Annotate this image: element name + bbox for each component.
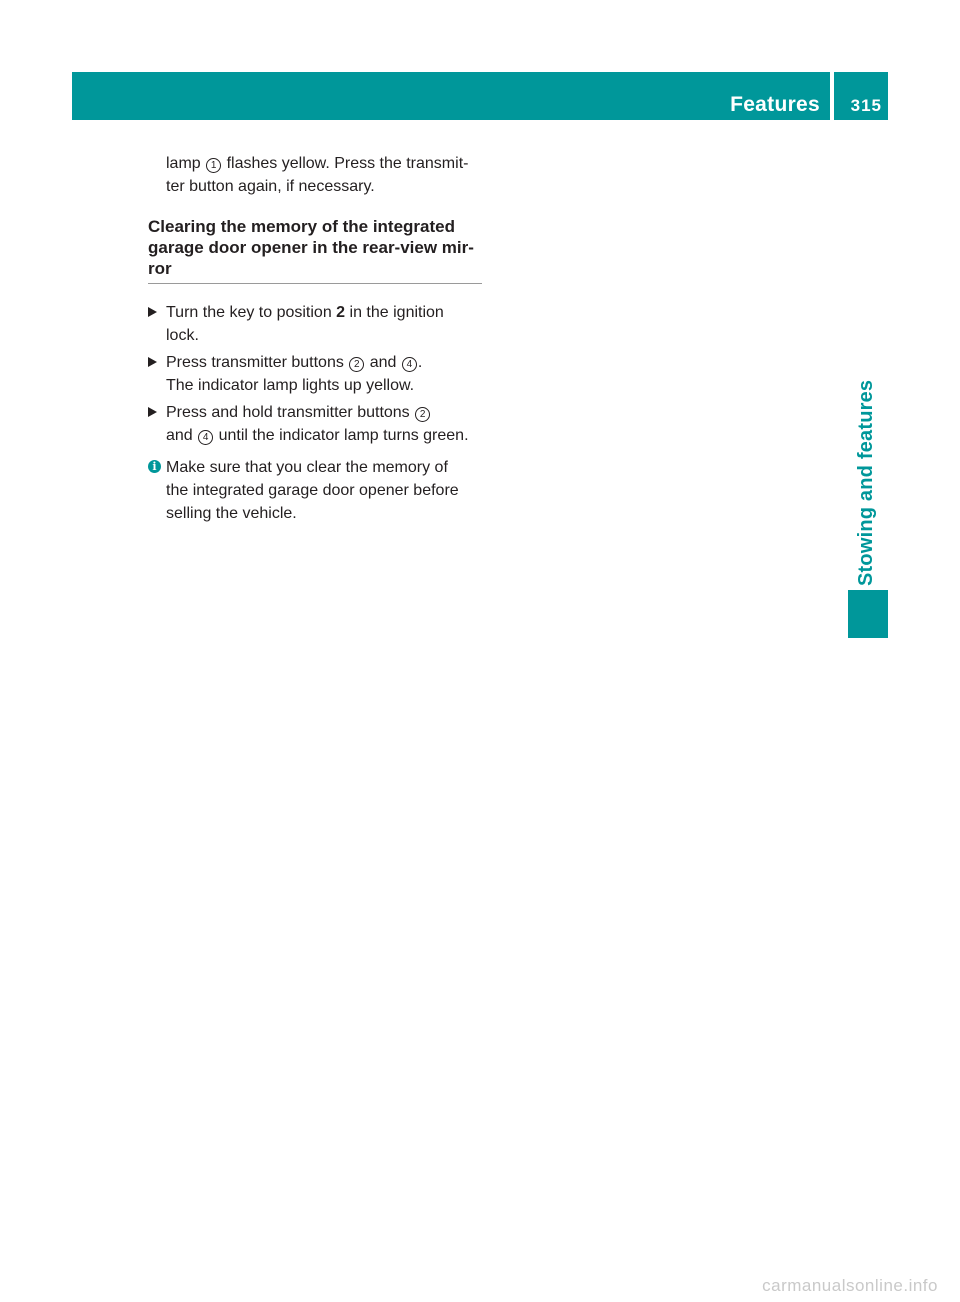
page-number: 315 xyxy=(850,96,882,115)
callout-2-icon: 2 xyxy=(415,407,430,422)
step-1-line2: lock. xyxy=(166,327,199,344)
step-3-text-a: Press and hold transmitter buttons xyxy=(166,404,410,421)
header-section-title: Features xyxy=(730,93,820,116)
header-divider xyxy=(830,72,834,120)
intro-line2: ter button again, if necessary. xyxy=(166,178,375,195)
callout-1-icon: 1 xyxy=(206,158,221,173)
step-1-position: 2 xyxy=(336,304,346,321)
step-2-text-a: Press transmitter buttons xyxy=(166,354,344,371)
step-2-period: . xyxy=(417,354,423,371)
intro-paragraph xyxy=(148,152,482,198)
heading-line3: ror xyxy=(148,259,172,278)
watermark-text: carmanualsonline.info xyxy=(762,1276,938,1295)
step-1-text-b: in the ignition xyxy=(349,304,444,321)
step-arrow-icon xyxy=(148,357,157,367)
step-2 xyxy=(148,351,482,397)
step-1-text-a: Turn the key to position xyxy=(166,304,332,321)
step-arrow-icon xyxy=(148,307,157,317)
info-note xyxy=(148,456,482,525)
step-1 xyxy=(148,301,482,347)
step-3-line2: until the indicator lamp turns green. xyxy=(218,427,469,444)
heading-line2: garage door opener in the rear-view mir- xyxy=(148,238,474,257)
info-line1: Make sure that you clear the memory of xyxy=(166,459,448,476)
step-2-result: The indicator lamp lights up yellow. xyxy=(166,377,415,394)
step-2-and: and xyxy=(369,354,397,371)
heading-line1: Clearing the memory of the integrated xyxy=(148,217,455,236)
intro-lead: lamp xyxy=(166,155,201,172)
info-line3: selling the vehicle. xyxy=(166,505,297,522)
page-header xyxy=(72,72,888,120)
step-3-and: and xyxy=(166,427,193,444)
main-column xyxy=(148,152,482,525)
callout-4-icon: 4 xyxy=(402,357,417,372)
info-icon: i xyxy=(148,460,161,473)
step-3 xyxy=(148,401,482,447)
step-arrow-icon xyxy=(148,407,157,417)
side-tab-marker xyxy=(848,590,888,638)
callout-2-icon: 2 xyxy=(349,357,364,372)
intro-line1: flashes yellow. Press the transmit- xyxy=(226,155,469,172)
side-tab-label: Stowing and features xyxy=(855,379,877,586)
callout-4-icon: 4 xyxy=(198,430,213,445)
section-heading xyxy=(148,216,482,284)
info-line2: the integrated garage door opener before xyxy=(166,482,459,499)
